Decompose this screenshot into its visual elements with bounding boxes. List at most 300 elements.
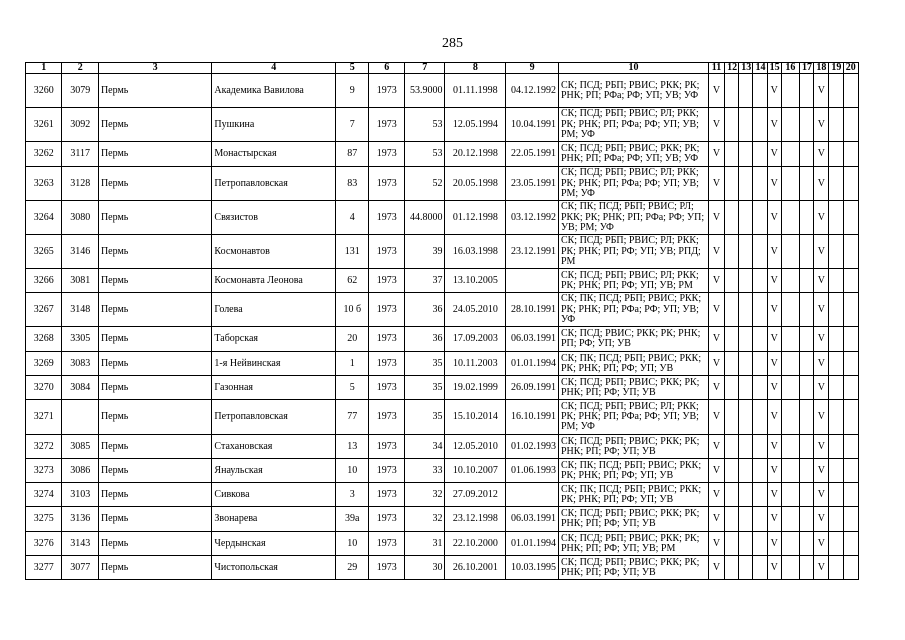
row-number-cell: 3273 [26, 459, 62, 483]
mark-cell-20 [843, 293, 858, 327]
mark-cell-16 [781, 167, 799, 201]
mark-cell-18: V [814, 269, 829, 293]
row-number-cell: 3267 [26, 293, 62, 327]
mark-cell-12 [725, 459, 739, 483]
mark-cell-11: V [708, 201, 724, 235]
mark-cell-12 [725, 435, 739, 459]
mark-cell-16 [781, 400, 799, 435]
house-number-cell: 3 [336, 483, 369, 507]
row-number-cell: 3266 [26, 269, 62, 293]
date-1-cell: 20.12.1998 [445, 142, 506, 167]
object-id-cell: 3086 [62, 459, 98, 483]
mark-cell-11: V [708, 507, 724, 532]
mark-cell-19 [829, 167, 843, 201]
wear-percent-cell: 35 [404, 376, 445, 400]
mark-cell-18: V [814, 376, 829, 400]
mark-cell-17 [800, 74, 814, 108]
date-1-cell: 16.03.1998 [445, 235, 506, 269]
mark-cell-17 [800, 352, 814, 376]
codes-cell: СК; ПСД; РБП; РВИС; РЛ; РКК; РК; РНК; РП; РФа; РФ; УП; УВ; РМ; УФ [558, 167, 708, 201]
wear-percent-cell: 52 [404, 167, 445, 201]
date-2-cell: 01.01.1994 [506, 532, 559, 556]
row-number-cell: 3269 [26, 352, 62, 376]
row-number-cell: 3260 [26, 74, 62, 108]
mark-cell-19 [829, 108, 843, 142]
object-id-cell: 3143 [62, 532, 98, 556]
mark-cell-12 [725, 376, 739, 400]
year-cell: 1973 [369, 532, 404, 556]
house-number-cell: 5 [336, 376, 369, 400]
object-id-cell: 3079 [62, 74, 98, 108]
column-header-5: 5 [336, 63, 369, 74]
date-2-cell: 06.03.1991 [506, 327, 559, 352]
house-number-cell: 87 [336, 142, 369, 167]
date-1-cell: 24.05.2010 [445, 293, 506, 327]
house-number-cell: 20 [336, 327, 369, 352]
codes-cell: СК; ПСД; РБП; РВИС; РЛ; РКК; РК; РНК; РП; РФа; РФ; УП; УВ; РМ; УФ [558, 108, 708, 142]
wear-percent-cell: 53 [404, 108, 445, 142]
mark-cell-14 [753, 235, 767, 269]
row-number-cell: 3265 [26, 235, 62, 269]
mark-cell-20 [843, 556, 858, 580]
wear-percent-cell: 34 [404, 435, 445, 459]
codes-cell: СК; ПСД; РБП; РВИС; РКК; РК; РНК; РП; РФ; УП; УВ [558, 507, 708, 532]
house-number-cell: 10 [336, 459, 369, 483]
row-number-cell: 3276 [26, 532, 62, 556]
city-cell: Пермь [98, 483, 211, 507]
mark-cell-19 [829, 327, 843, 352]
codes-cell: СК; ПСД; РБП; РВИС; РЛ; РКК; РК; РНК; РП; РФ; УП; УВ; РМ [558, 269, 708, 293]
mark-cell-14 [753, 435, 767, 459]
codes-cell: СК; ПК; ПСД; РБП; РВИС; РКК; РК; РНК; РП; РФ; УП; УВ [558, 352, 708, 376]
mark-cell-17 [800, 435, 814, 459]
mark-cell-14 [753, 167, 767, 201]
date-1-cell: 22.10.2000 [445, 532, 506, 556]
mark-cell-17 [800, 235, 814, 269]
mark-cell-18: V [814, 532, 829, 556]
mark-cell-12 [725, 142, 739, 167]
mark-cell-12 [725, 74, 739, 108]
mark-cell-16 [781, 435, 799, 459]
date-2-cell: 01.06.1993 [506, 459, 559, 483]
mark-cell-14 [753, 201, 767, 235]
mark-cell-12 [725, 400, 739, 435]
mark-cell-17 [800, 507, 814, 532]
wear-percent-cell: 39 [404, 235, 445, 269]
city-cell: Пермь [98, 235, 211, 269]
mark-cell-12 [725, 293, 739, 327]
street-cell: Газонная [212, 376, 336, 400]
year-cell: 1973 [369, 376, 404, 400]
mark-cell-18: V [814, 142, 829, 167]
date-2-cell: 01.02.1993 [506, 435, 559, 459]
wear-percent-cell: 53 [404, 142, 445, 167]
column-header-15: 15 [767, 63, 781, 74]
wear-percent-cell: 32 [404, 507, 445, 532]
date-1-cell: 01.12.1998 [445, 201, 506, 235]
mark-cell-15: V [767, 483, 781, 507]
year-cell: 1973 [369, 400, 404, 435]
mark-cell-13 [739, 142, 753, 167]
mark-cell-20 [843, 352, 858, 376]
year-cell: 1973 [369, 556, 404, 580]
mark-cell-14 [753, 532, 767, 556]
city-cell: Пермь [98, 352, 211, 376]
date-1-cell: 26.10.2001 [445, 556, 506, 580]
mark-cell-11: V [708, 459, 724, 483]
house-number-cell: 62 [336, 269, 369, 293]
mark-cell-16 [781, 556, 799, 580]
column-header-19: 19 [829, 63, 843, 74]
table-row [26, 400, 859, 435]
mark-cell-15: V [767, 201, 781, 235]
mark-cell-15: V [767, 532, 781, 556]
mark-cell-14 [753, 269, 767, 293]
city-cell: Пермь [98, 400, 211, 435]
mark-cell-16 [781, 459, 799, 483]
wear-percent-cell: 31 [404, 532, 445, 556]
object-id-cell: 3103 [62, 483, 98, 507]
mark-cell-20 [843, 235, 858, 269]
year-cell: 1973 [369, 201, 404, 235]
mark-cell-17 [800, 327, 814, 352]
mark-cell-11: V [708, 532, 724, 556]
mark-cell-20 [843, 108, 858, 142]
row-number-cell: 3261 [26, 108, 62, 142]
object-id-cell: 3117 [62, 142, 98, 167]
mark-cell-19 [829, 269, 843, 293]
row-number-cell: 3262 [26, 142, 62, 167]
mark-cell-11: V [708, 167, 724, 201]
date-1-cell: 12.05.1994 [445, 108, 506, 142]
codes-cell: СК; ПСД; РБП; РВИС; РКК; РК; РНК; РП; РФа; РФ; УП; УВ; УФ [558, 142, 708, 167]
mark-cell-17 [800, 108, 814, 142]
wear-percent-cell: 33 [404, 459, 445, 483]
mark-cell-16 [781, 507, 799, 532]
date-1-cell: 15.10.2014 [445, 400, 506, 435]
mark-cell-14 [753, 556, 767, 580]
mark-cell-17 [800, 201, 814, 235]
year-cell: 1973 [369, 327, 404, 352]
wear-percent-cell: 32 [404, 483, 445, 507]
row-number-cell: 3268 [26, 327, 62, 352]
mark-cell-16 [781, 293, 799, 327]
mark-cell-18: V [814, 400, 829, 435]
object-id-cell: 3146 [62, 235, 98, 269]
object-id-cell: 3305 [62, 327, 98, 352]
mark-cell-14 [753, 400, 767, 435]
mark-cell-19 [829, 556, 843, 580]
mark-cell-18: V [814, 293, 829, 327]
mark-cell-17 [800, 459, 814, 483]
mark-cell-16 [781, 532, 799, 556]
mark-cell-13 [739, 400, 753, 435]
mark-cell-18: V [814, 108, 829, 142]
codes-cell: СК; ПСД; РБП; РВИС; РЛ; РКК; РК; РНК; РП; РФ; УП; УВ; РПД; РМ [558, 235, 708, 269]
mark-cell-20 [843, 483, 858, 507]
year-cell: 1973 [369, 459, 404, 483]
table-row [26, 235, 859, 269]
mark-cell-16 [781, 352, 799, 376]
mark-cell-18: V [814, 167, 829, 201]
mark-cell-15: V [767, 269, 781, 293]
mark-cell-16 [781, 376, 799, 400]
table-row [26, 74, 859, 108]
street-cell: Петропавловская [212, 167, 336, 201]
mark-cell-18: V [814, 327, 829, 352]
mark-cell-19 [829, 376, 843, 400]
mark-cell-18: V [814, 483, 829, 507]
year-cell: 1973 [369, 235, 404, 269]
house-number-cell: 77 [336, 400, 369, 435]
object-id-cell: 3084 [62, 376, 98, 400]
street-cell: Таборская [212, 327, 336, 352]
mark-cell-19 [829, 459, 843, 483]
column-header-3: 3 [98, 63, 211, 74]
mark-cell-11: V [708, 269, 724, 293]
mark-cell-14 [753, 108, 767, 142]
house-number-cell: 131 [336, 235, 369, 269]
mark-cell-13 [739, 532, 753, 556]
column-header-17: 17 [800, 63, 814, 74]
street-cell: Чистопольская [212, 556, 336, 580]
mark-cell-17 [800, 556, 814, 580]
date-1-cell: 01.11.1998 [445, 74, 506, 108]
mark-cell-18: V [814, 459, 829, 483]
date-2-cell [506, 483, 559, 507]
mark-cell-15: V [767, 352, 781, 376]
house-number-cell: 13 [336, 435, 369, 459]
mark-cell-18: V [814, 556, 829, 580]
year-cell: 1973 [369, 483, 404, 507]
mark-cell-16 [781, 269, 799, 293]
mark-cell-20 [843, 167, 858, 201]
city-cell: Пермь [98, 201, 211, 235]
table-row [26, 435, 859, 459]
mark-cell-19 [829, 293, 843, 327]
mark-cell-11: V [708, 142, 724, 167]
mark-cell-12 [725, 201, 739, 235]
date-2-cell: 23.12.1991 [506, 235, 559, 269]
date-1-cell: 12.05.2010 [445, 435, 506, 459]
street-cell: Стахановская [212, 435, 336, 459]
codes-cell: СК; ПК; ПСД; РБП; РВИС; РКК; РК; РНК; РП; РФа; РФ; УП; УВ; УФ [558, 293, 708, 327]
mark-cell-14 [753, 376, 767, 400]
date-1-cell: 20.05.1998 [445, 167, 506, 201]
column-header-8: 8 [445, 63, 506, 74]
mark-cell-17 [800, 400, 814, 435]
house-number-cell: 1 [336, 352, 369, 376]
date-2-cell: 22.05.1991 [506, 142, 559, 167]
mark-cell-19 [829, 235, 843, 269]
street-cell: Голева [212, 293, 336, 327]
codes-cell: СК; ПСД; РБП; РВИС; РКК; РК; РНК; РП; РФ; УП; УВ [558, 556, 708, 580]
column-header-12: 12 [725, 63, 739, 74]
year-cell: 1973 [369, 108, 404, 142]
house-number-cell: 39а [336, 507, 369, 532]
mark-cell-18: V [814, 235, 829, 269]
mark-cell-15: V [767, 459, 781, 483]
row-number-cell: 3271 [26, 400, 62, 435]
codes-cell: СК; ПСД; РБП; РВИС; РЛ; РКК; РК; РНК; РП; РФа; РФ; УП; УВ; РМ; УФ [558, 400, 708, 435]
mark-cell-13 [739, 352, 753, 376]
date-1-cell: 23.12.1998 [445, 507, 506, 532]
date-1-cell: 10.11.2003 [445, 352, 506, 376]
mark-cell-19 [829, 400, 843, 435]
mark-cell-13 [739, 459, 753, 483]
codes-cell: СК; ПК; ПСД; РБП; РВИС; РКК; РК; РНК; РП; РФ; УП; УВ [558, 483, 708, 507]
mark-cell-15: V [767, 400, 781, 435]
mark-cell-13 [739, 556, 753, 580]
mark-cell-20 [843, 201, 858, 235]
mark-cell-20 [843, 327, 858, 352]
street-cell: Чердынская [212, 532, 336, 556]
mark-cell-11: V [708, 74, 724, 108]
mark-cell-20 [843, 74, 858, 108]
mark-cell-12 [725, 235, 739, 269]
table-body [26, 74, 859, 580]
object-id-cell: 3128 [62, 167, 98, 201]
mark-cell-11: V [708, 400, 724, 435]
mark-cell-12 [725, 269, 739, 293]
mark-cell-18: V [814, 507, 829, 532]
city-cell: Пермь [98, 532, 211, 556]
mark-cell-11: V [708, 483, 724, 507]
row-number-cell: 3270 [26, 376, 62, 400]
year-cell: 1973 [369, 435, 404, 459]
table-row [26, 556, 859, 580]
mark-cell-12 [725, 327, 739, 352]
mark-cell-13 [739, 376, 753, 400]
street-cell: Звонарева [212, 507, 336, 532]
city-cell: Пермь [98, 459, 211, 483]
city-cell: Пермь [98, 74, 211, 108]
mark-cell-15: V [767, 235, 781, 269]
mark-cell-13 [739, 167, 753, 201]
mark-cell-15: V [767, 74, 781, 108]
wear-percent-cell: 30 [404, 556, 445, 580]
mark-cell-20 [843, 532, 858, 556]
wear-percent-cell: 35 [404, 352, 445, 376]
mark-cell-13 [739, 108, 753, 142]
mark-cell-17 [800, 293, 814, 327]
mark-cell-20 [843, 435, 858, 459]
mark-cell-19 [829, 483, 843, 507]
mark-cell-20 [843, 269, 858, 293]
mark-cell-20 [843, 459, 858, 483]
street-cell: 1-я Нейвинская [212, 352, 336, 376]
mark-cell-16 [781, 235, 799, 269]
street-cell: Космонавтов [212, 235, 336, 269]
mark-cell-16 [781, 201, 799, 235]
mark-cell-19 [829, 532, 843, 556]
mark-cell-11: V [708, 435, 724, 459]
object-id-cell [62, 400, 98, 435]
street-cell: Монастырская [212, 142, 336, 167]
mark-cell-15: V [767, 108, 781, 142]
table-row [26, 201, 859, 235]
mark-cell-19 [829, 507, 843, 532]
street-cell: Янаульская [212, 459, 336, 483]
year-cell: 1973 [369, 507, 404, 532]
codes-cell: СК; ПК; ПСД; РБП; РВИС; РКК; РК; РНК; РП; РФ; УП; УВ [558, 459, 708, 483]
mark-cell-17 [800, 142, 814, 167]
house-number-cell: 10 [336, 532, 369, 556]
street-cell: Пушкина [212, 108, 336, 142]
table-row [26, 376, 859, 400]
mark-cell-20 [843, 142, 858, 167]
mark-cell-15: V [767, 556, 781, 580]
mark-cell-13 [739, 483, 753, 507]
row-number-cell: 3272 [26, 435, 62, 459]
date-2-cell: 26.09.1991 [506, 376, 559, 400]
mark-cell-14 [753, 352, 767, 376]
mark-cell-18: V [814, 352, 829, 376]
mark-cell-19 [829, 352, 843, 376]
wear-percent-cell: 35 [404, 400, 445, 435]
mark-cell-18: V [814, 201, 829, 235]
city-cell: Пермь [98, 167, 211, 201]
house-number-cell: 9 [336, 74, 369, 108]
date-1-cell: 10.10.2007 [445, 459, 506, 483]
object-id-cell: 3081 [62, 269, 98, 293]
mark-cell-12 [725, 507, 739, 532]
street-cell: Сивкова [212, 483, 336, 507]
mark-cell-18: V [814, 435, 829, 459]
mark-cell-12 [725, 167, 739, 201]
house-number-cell: 7 [336, 108, 369, 142]
city-cell: Пермь [98, 327, 211, 352]
table-row [26, 483, 859, 507]
wear-percent-cell: 36 [404, 293, 445, 327]
column-header-1: 1 [26, 63, 62, 74]
mark-cell-20 [843, 400, 858, 435]
row-number-cell: 3263 [26, 167, 62, 201]
house-number-cell: 10 б [336, 293, 369, 327]
mark-cell-11: V [708, 108, 724, 142]
mark-cell-17 [800, 269, 814, 293]
column-header-18: 18 [814, 63, 829, 74]
date-1-cell: 13.10.2005 [445, 269, 506, 293]
mark-cell-13 [739, 507, 753, 532]
date-2-cell: 01.01.1994 [506, 352, 559, 376]
table-row [26, 327, 859, 352]
column-header-16: 16 [781, 63, 799, 74]
mark-cell-15: V [767, 435, 781, 459]
mark-cell-11: V [708, 376, 724, 400]
mark-cell-14 [753, 74, 767, 108]
mark-cell-14 [753, 483, 767, 507]
mark-cell-17 [800, 483, 814, 507]
column-header-13: 13 [739, 63, 753, 74]
table-row [26, 108, 859, 142]
city-cell: Пермь [98, 142, 211, 167]
house-number-cell: 4 [336, 201, 369, 235]
mark-cell-11: V [708, 327, 724, 352]
mark-cell-11: V [708, 352, 724, 376]
object-id-cell: 3092 [62, 108, 98, 142]
table-row [26, 507, 859, 532]
table-row [26, 532, 859, 556]
year-cell: 1973 [369, 142, 404, 167]
codes-cell: СК; ПСД; РБП; РВИС; РКК; РК; РНК; РП; РФ; УП; УВ; РМ [558, 532, 708, 556]
mark-cell-15: V [767, 327, 781, 352]
object-id-cell: 3080 [62, 201, 98, 235]
column-header-14: 14 [753, 63, 767, 74]
mark-cell-14 [753, 459, 767, 483]
object-id-cell: 3136 [62, 507, 98, 532]
object-id-cell: 3085 [62, 435, 98, 459]
